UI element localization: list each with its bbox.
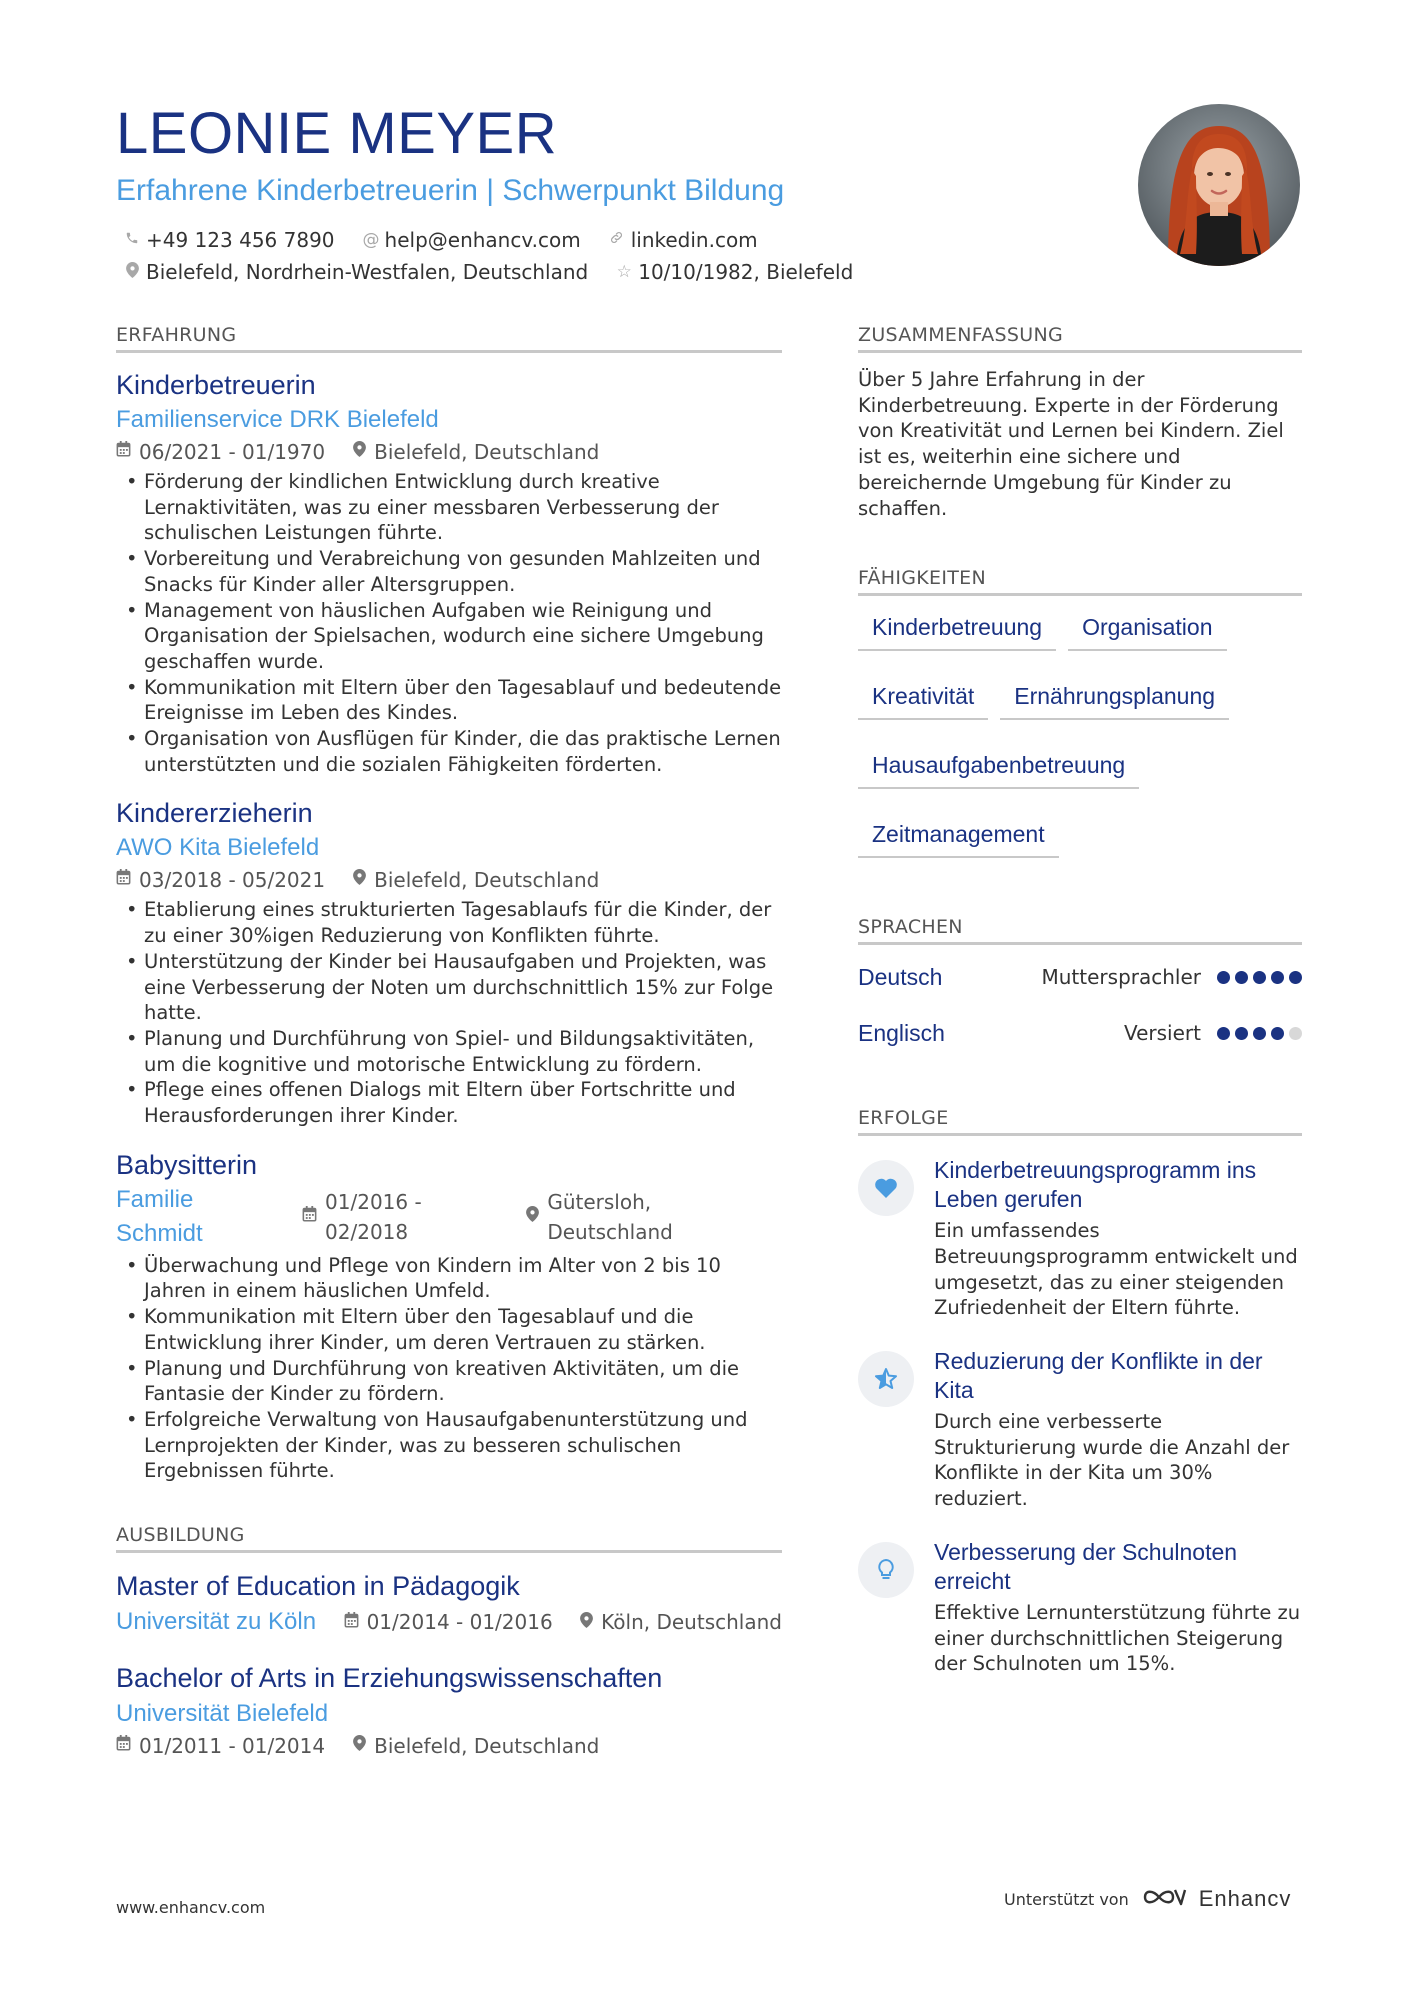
education-dates: [116, 1731, 325, 1761]
degree-title: Master of Education in Pädagogik: [116, 1571, 520, 1602]
bullet-item: • Kommunikation mit Eltern über den Tagesablauf und bedeutende Ereignisse im Leben des Kindes.: [116, 675, 782, 726]
skill-tag: Ernährungsplanung: [1000, 679, 1229, 720]
link-icon: [609, 230, 625, 250]
bullet-item: • Unterstützung der Kinder bei Hausaufgaben und Projekten, was eine Verbesserung der Noten um durchschnittlich 15% zur Folge hatte.: [116, 949, 782, 1026]
rating-dot-filled: [1217, 1027, 1230, 1040]
job-bullets: [116, 897, 782, 1128]
language-name: Deutsch: [858, 963, 943, 990]
location-text: Bielefeld, Deutschland: [374, 868, 600, 893]
summary-text: Über 5 Jahre Erfahrung in der Kinderbetreuung. Experte in der Förderung von Kreativität und Lernen bei Kindern. Ziel ist es, weiterhin eine sichere und bereichernde Umgebung für Kinder zu schaffen.: [858, 368, 1284, 520]
contact-email[interactable]: [363, 228, 581, 252]
job-title: Kinderbetreuerin: [116, 370, 316, 400]
phone-text: +49 123 456 7890: [146, 228, 335, 252]
bullet-item: • Organisation von Ausflügen für Kinder, die das praktische Lernen unterstützten und die sozialen Fähigkeiten förderten.: [116, 726, 782, 777]
calendar-icon: [116, 1731, 131, 1761]
contact-location: [124, 260, 588, 284]
job-meta: [116, 437, 782, 467]
star-icon: [858, 1351, 914, 1407]
candidate-title: Erfahrene Kinderbetreuerin | Schwerpunkt Bildung: [116, 174, 785, 207]
language-item: [858, 1005, 1302, 1061]
bullet-item: • Vorbereitung und Verabreichung von gesunden Mahlzeiten und Snacks für Kinder aller Altersgruppen.: [116, 546, 782, 597]
lightbulb-icon: [858, 1542, 914, 1598]
job-entry: [116, 795, 782, 1128]
location-pin-icon: [353, 865, 366, 895]
profile-photo: [1138, 104, 1300, 266]
education-meta: [116, 1731, 782, 1761]
job-dates: [116, 437, 325, 467]
enhancv-logo-icon: [1141, 1884, 1187, 1914]
location-text: Bielefeld, Deutschland: [374, 440, 600, 464]
rating-dot-filled: [1235, 971, 1248, 984]
achievement-item: [858, 1347, 1302, 1512]
school-name: Universität zu Köln: [116, 1608, 317, 1636]
dates-text: 06/2021 - 01/1970: [139, 440, 326, 464]
bullet-item: • Kommunikation mit Eltern über den Tagesablauf und die Entwicklung ihrer Kinder, um deren Vertrauen zu stärken.: [116, 1304, 782, 1355]
achievement-title: Verbesserung der Schulnoten erreicht: [934, 1538, 1238, 1594]
dates-text: 01/2016 - 02/2018: [325, 1189, 422, 1244]
achievement-description: Durch eine verbesserte Strukturierung wurde die Anzahl der Konflikte in der Kita um 30% reduziert.: [934, 1410, 1290, 1511]
contact-linkedin[interactable]: [609, 228, 758, 252]
skill-tag: Zeitmanagement: [858, 817, 1059, 858]
job-bullets: [116, 469, 782, 777]
school-name: Universität Bielefeld: [116, 1700, 329, 1728]
job-title: Babysitterin: [116, 1149, 258, 1180]
education-entry: [116, 1567, 782, 1639]
location-pin-icon: [353, 1731, 366, 1761]
footer-website[interactable]: www.enhancv.com: [116, 1898, 266, 1917]
education-section-title: AUSBILDUNG: [116, 1524, 782, 1553]
bullet-item: • Erfolgreiche Verwaltung von Hausaufgabenunterstützung und Lernprojekten der Kinder, was zu besseren schulischen Ergebnissen führte.: [116, 1407, 782, 1484]
skills-section-title: FÄHIGKEITEN: [858, 567, 1302, 596]
skill-tag: Hausaufgabenbetreuung: [858, 748, 1139, 789]
contact-phone[interactable]: [124, 228, 335, 252]
location-text: Bielefeld, Nordrhein-Westfalen, Deutschland: [146, 260, 589, 284]
right-column: [858, 324, 1302, 1703]
degree-title: Bachelor of Arts in Erziehungswissenschaften: [116, 1663, 663, 1694]
phone-icon: [124, 230, 140, 250]
skill-tag: Kreativität: [858, 679, 988, 720]
dates-text: 01/2011 - 01/2014: [139, 1734, 326, 1759]
calendar-icon: [344, 1612, 359, 1633]
job-bullets: [116, 1253, 782, 1484]
rating-dot-filled: [1235, 1027, 1248, 1040]
bullet-item: • Management von häuslichen Aufgaben wie Reinigung und Organisation der Spielsachen, wodurch eine sichere Umgebung geschaffen wurde.: [116, 598, 782, 675]
dates-text: 01/2014 - 01/2016: [366, 1610, 553, 1635]
education-dates: [344, 1610, 553, 1634]
language-level: Versiert: [1123, 1021, 1201, 1046]
job-entry: [116, 1147, 782, 1484]
left-column: [116, 324, 782, 1781]
skill-tag: Organisation: [1068, 610, 1226, 651]
job-entry: [116, 367, 782, 777]
company-name: Familie Schmidt: [116, 1185, 203, 1247]
achievement-description: Effektive Lernunterstützung führte zu einer durchschnittlichen Steigerung der Schulnoten um 15%.: [934, 1600, 1301, 1676]
rating-dot-filled: [1289, 971, 1302, 984]
dates-text: 03/2018 - 05/2021: [139, 868, 326, 893]
location-text: Gütersloh, Deutschland: [547, 1189, 673, 1244]
star-outline-icon: ☆: [616, 262, 632, 282]
education-entry: [116, 1659, 782, 1761]
footer-branding: [1004, 1884, 1291, 1914]
language-rating: [1217, 1027, 1302, 1040]
location-text: Bielefeld, Deutschland: [374, 1734, 600, 1759]
bullet-item: • Pflege eines offenen Dialogs mit Eltern über Fortschritte und Herausforderungen ihrer Kinder.: [116, 1077, 782, 1128]
header: [116, 98, 1116, 288]
company-name: Familienservice DRK Bielefeld: [116, 406, 439, 433]
languages-section-title: SPRACHEN: [858, 916, 1302, 945]
heart-icon: [858, 1160, 914, 1216]
rating-dot-filled: [1253, 971, 1266, 984]
education-location: [580, 1610, 782, 1634]
bullet-item: • Förderung der kindlichen Entwicklung durch kreative Lernaktivitäten, was zu einer messbaren Verbesserung der schulischen Leistungen führte.: [116, 469, 782, 546]
location-pin-icon: [580, 1612, 593, 1633]
achievement-item: [858, 1156, 1302, 1321]
location-text: Köln, Deutschland: [601, 1610, 782, 1635]
rating-dot-filled: [1271, 971, 1284, 984]
language-rating: [1217, 971, 1302, 984]
achievement-title: Reduzierung der Konflikte in der Kita: [934, 1348, 1263, 1404]
achievement-title: Kinderbetreuungsprogramm ins Leben gerufen: [934, 1157, 1257, 1213]
summary-section-title: ZUSAMMENFASSUNG: [858, 324, 1302, 353]
language-level: Muttersprachler: [1041, 965, 1201, 990]
education-meta: [116, 1605, 782, 1639]
rating-dot-empty: [1289, 1027, 1302, 1040]
language-name: Englisch: [858, 1019, 945, 1046]
calendar-icon: [116, 437, 131, 467]
rating-dot-filled: [1253, 1027, 1266, 1040]
email-text: help@enhancv.com: [384, 228, 581, 252]
job-dates: [116, 865, 325, 895]
linkedin-text: linkedin.com: [630, 228, 758, 252]
job-title: Kindererzieherin: [116, 798, 313, 829]
job-meta: [116, 865, 782, 895]
birth-text: 10/10/1982, Bielefeld: [638, 260, 854, 284]
achievements-section-title: ERFOLGE: [858, 1107, 1302, 1136]
achievement-item: [858, 1538, 1302, 1677]
location-pin-icon: [526, 1202, 539, 1232]
candidate-name: LEONIE MEYER: [116, 101, 558, 166]
powered-by-text: Unterstützt von: [1004, 1889, 1129, 1909]
skills-list: [858, 610, 1302, 858]
bullet-item: • Planung und Durchführung von kreativen Aktivitäten, um die Fantasie der Kinder zu fördern.: [116, 1356, 782, 1407]
skill-tag: Kinderbetreuung: [858, 610, 1056, 651]
achievement-description: Ein umfassendes Betreuungsprogramm entwickelt und umgesetzt, das zu einer steigenden Zufriedenheit der Eltern führte.: [934, 1219, 1298, 1320]
job-location: [353, 865, 599, 895]
job-location: [526, 1187, 782, 1247]
job-location: [353, 437, 599, 467]
location-pin-icon: [353, 437, 366, 467]
brand-name: Enhancv: [1198, 1886, 1292, 1911]
bullet-item: • Etablierung eines strukturierten Tagesablaufs für die Kinder, der zu einer 30%igen Reduzierung von Konflikten führte.: [116, 897, 782, 948]
job-dates: [302, 1187, 510, 1247]
rating-dot-filled: [1217, 971, 1230, 984]
company-name: AWO Kita Bielefeld: [116, 834, 320, 862]
bullet-item: • Planung und Durchführung von Spiel- und Bildungsaktivitäten, um die kognitive und motorische Entwicklung zu fördern.: [116, 1026, 782, 1077]
contact-info: [116, 224, 1116, 288]
education-location: [353, 1731, 599, 1761]
contact-birth: [616, 260, 853, 284]
language-item: [858, 949, 1302, 1005]
location-pin-icon: [124, 262, 140, 283]
rating-dot-filled: [1271, 1027, 1284, 1040]
calendar-icon: [116, 865, 131, 895]
at-icon: @: [362, 230, 380, 250]
job-meta: [116, 1183, 782, 1251]
calendar-icon: [302, 1202, 317, 1232]
bullet-item: • Überwachung und Pflege von Kindern im Alter von 2 bis 10 Jahren in einem häuslichen Umfeld.: [116, 1253, 782, 1304]
experience-section-title: ERFAHRUNG: [116, 324, 782, 353]
